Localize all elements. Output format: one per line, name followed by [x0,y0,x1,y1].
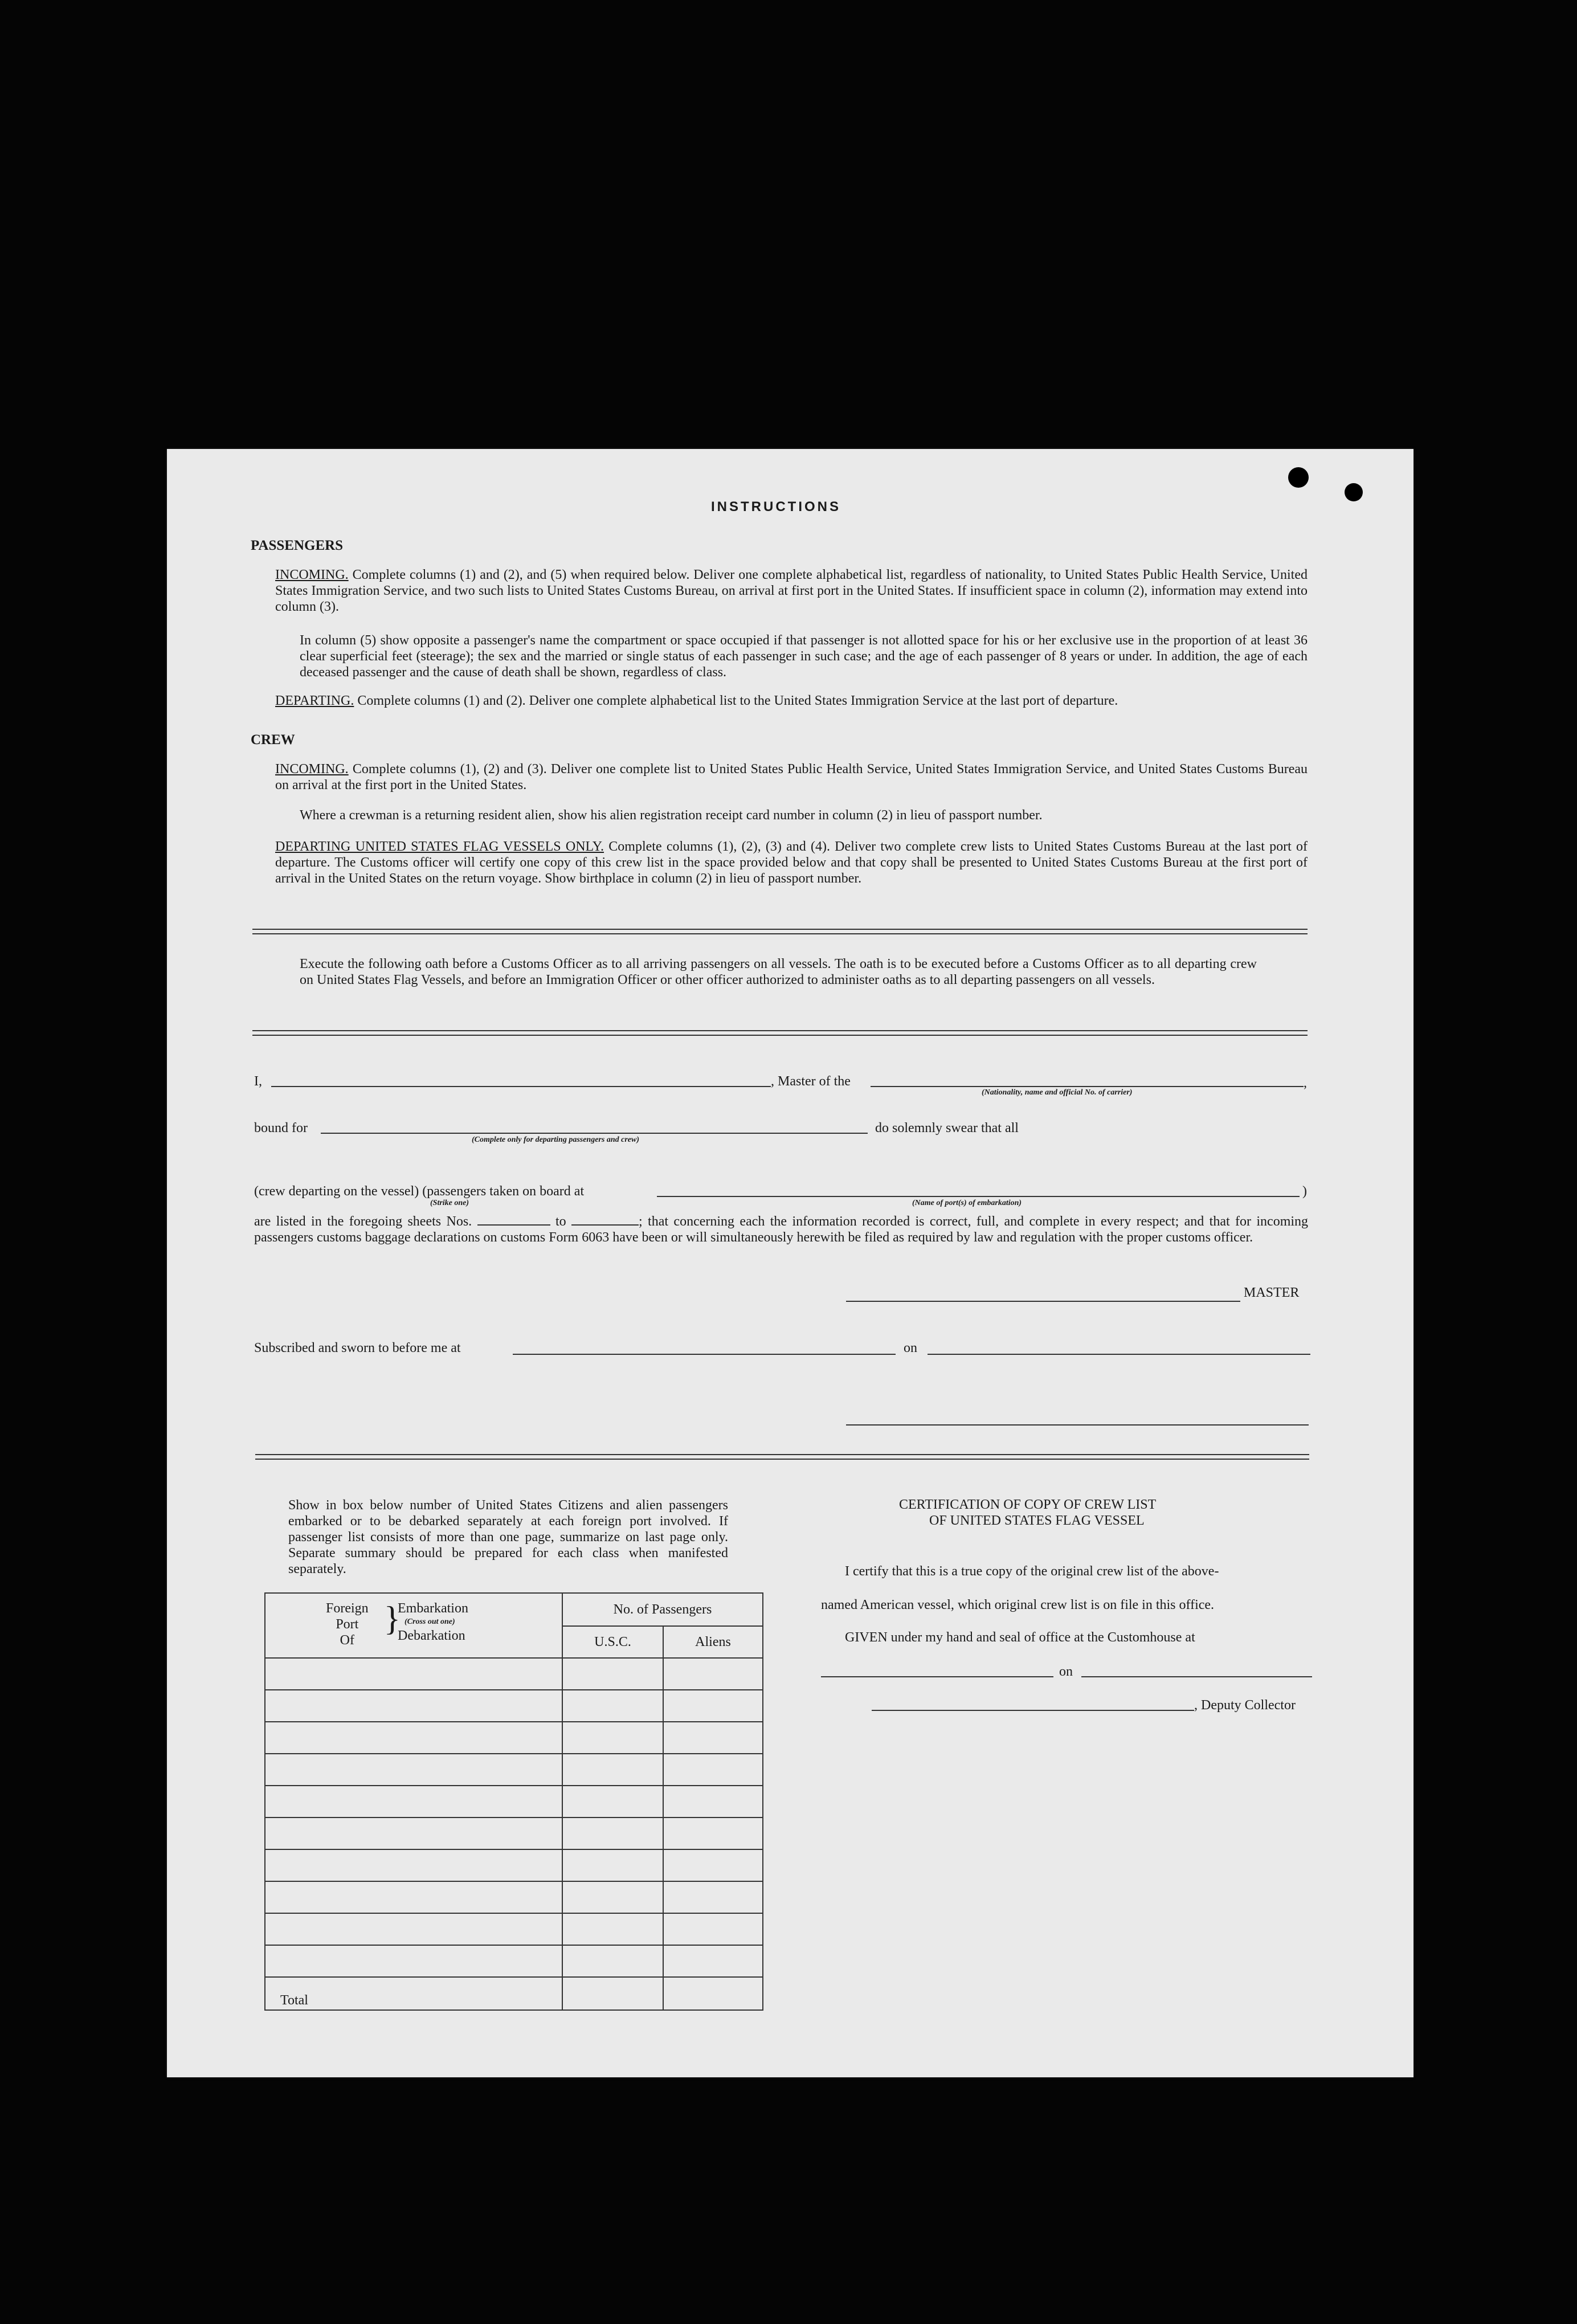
strike-one-caption: (Strike one) [430,1199,469,1207]
comma: , [1304,1076,1307,1090]
oath-i-label: I, [254,1074,262,1089]
master-name-field[interactable] [271,1086,771,1087]
table-row [265,1658,763,1690]
officer-signature-field[interactable] [846,1424,1309,1426]
cross-out-caption: (Cross out one) [405,1618,455,1626]
table-row [265,1913,763,1945]
port-cell[interactable] [265,1881,562,1913]
crew-passengers-text: (crew departing on the vessel) (passengers taken on board at [254,1184,585,1199]
usc-cell[interactable] [562,1945,663,1977]
incoming-label: INCOMING. [275,567,349,582]
passengers-heading: PASSENGERS [251,538,344,553]
certification-title-2: OF UNITED STATES FLAG VESSEL [929,1513,1145,1528]
aliens-cell[interactable] [663,1786,763,1817]
punch-hole [1288,467,1309,488]
crew-heading: CREW [251,732,295,748]
divider [252,1030,1308,1036]
subscribed-place-field[interactable] [513,1354,896,1355]
crew-incoming-label: INCOMING. [275,762,349,777]
departing-label: DEPARTING. [275,693,354,708]
aliens-cell[interactable] [663,1754,763,1786]
usc-cell[interactable] [562,1817,663,1849]
punch-hole [1345,483,1363,501]
customhouse-field[interactable] [821,1676,1053,1677]
usc-cell[interactable] [562,1786,663,1817]
aliens-cell[interactable] [663,1817,763,1849]
carrier-caption: (Nationality, name and official No. of carrier) [982,1088,1133,1097]
usc-cell[interactable] [562,1913,663,1945]
sheet-from-field[interactable] [477,1214,550,1226]
incoming-text: Complete columns (1) and (2), and (5) when required below. Deliver one complete alphabetical list, regardless of nationality, to United States Public Health Service, United States Immigration Service, and two such lists to United States Customs Bureau, on arrival at first port in the United States. If insufficient space in column (2), information may extend into column (3). [275,567,1308,614]
usc-cell[interactable] [562,1849,663,1881]
foreign-label: Foreign [326,1601,369,1616]
port-cell[interactable] [265,1786,562,1817]
certification-line-3: GIVEN under my hand and seal of office at the Customhouse at [845,1630,1195,1645]
table-row [265,1881,763,1913]
divider [255,1454,1309,1460]
master-signature-field[interactable] [846,1301,1240,1302]
certification-line-2: named American vessel, which original crew list is on file in this office. [821,1598,1215,1612]
deputy-signature-field[interactable] [872,1710,1194,1711]
carrier-field[interactable] [871,1086,1304,1087]
bound-for-label: bound for [254,1121,308,1136]
usc-cell[interactable] [562,1881,663,1913]
listed-text-1: are listed in the foregoing sheets Nos. [254,1214,472,1229]
port-cell[interactable] [265,1754,562,1786]
port-caption: (Name of port(s) of embarkation) [912,1199,1022,1207]
departing-text: Complete columns (1) and (2). Deliver one complete alphabetical list to the United States Immigration Service at the last port of departure. [357,693,1118,708]
brace: } [384,1600,401,1637]
table-row [265,1786,763,1817]
table-row [265,1849,763,1881]
usc-cell[interactable] [562,1754,663,1786]
passengers-incoming [275,567,1308,615]
aliens-cell[interactable] [663,1945,763,1977]
swear-text: do solemnly swear that all [875,1121,1019,1136]
port-cell[interactable] [265,1913,562,1945]
aliens-total-cell[interactable] [663,1977,763,2010]
crew-departing-text: Complete columns (1), (2), (3) and (4). Deliver two complete crew lists to United States Customs Bureau at the last port of departure. The Customs officer will certify one copy of this crew list in the space provided below and that copy shall be presented to United States Customs Bureau at the first port of arrival in the United States on the return voyage. Show birthplace in column (2) in lieu of passport number. [275,839,1308,886]
total-row [265,1977,763,2010]
aliens-cell[interactable] [663,1690,763,1722]
master-label: MASTER [1244,1285,1300,1300]
instructions-title: INSTRUCTIONS [711,499,841,514]
usc-cell[interactable] [562,1690,663,1722]
certification-line-1: I certify that this is a true copy of the original crew list of the above- [845,1564,1219,1579]
to-word: to [555,1214,566,1229]
port-embarkation-field[interactable] [657,1196,1300,1197]
oath-instruction: Execute the following oath before a Customs Officer as to all arriving passengers on all vessels. The oath is to be executed before a Customs Officer as to all departing crew on United States Flag Vessels, and before an Immigration Officer or other officer authorized to administer oaths as to all departing passengers on all vessels. [300,957,1257,987]
aliens-cell[interactable] [663,1658,763,1690]
usc-header: U.S.C. [562,1626,663,1658]
table-row [265,1817,763,1849]
crew-resident-paragraph: Where a crewman is a returning resident alien, show his alien registration receipt card number in column (2) in lieu of passport number. [300,808,1043,823]
aliens-cell[interactable] [663,1913,763,1945]
port-cell[interactable] [265,1690,562,1722]
summary-instruction: Show in box below number of United States Citizens and alien passengers embarked or to be debarked separately at each foreign port involved. If passenger list consists of more than one page, summarize on last page only. Separate summary should be prepared for each class when manifested separately. [288,1498,728,1576]
listed-paragraph [254,1214,1308,1245]
crew-departing [275,839,1308,887]
subscribed-date-field[interactable] [928,1354,1310,1355]
certification-on-label: on [1059,1664,1073,1679]
port-cell[interactable] [265,1722,562,1754]
usc-cell[interactable] [562,1722,663,1754]
listed-text-2: ; that concerning each the information recorded is correct, full, and complete in every respect; and that for incoming passengers customs baggage declarations on customs Form 6063 have been or will simultaneously herewith be filed as required by law and regulation with the proper customs officer. [254,1214,1309,1245]
column5-paragraph: In column (5) show opposite a passenger's name the compartment or space occupied if that passenger is not allotted space for his or her exclusive use in the proportion of at least 36 clear superficial feet (steerage); the sex and the married or single status of each passenger in such case; and the age of each passenger of 8 years or under. In addition, the age of each deceased passenger and the cause of death shall be shown, regardless of class. [300,633,1308,680]
port-header-cell [265,1593,562,1658]
crew-incoming-text: Complete columns (1), (2) and (3). Deliver one complete list to United States Public Health Service, United States Immigration Service, and United States Customs Bureau on arrival at the first port in the United States. [275,762,1308,793]
table-row [265,1754,763,1786]
of-label: Of [340,1633,354,1648]
certification-date-field[interactable] [1081,1676,1312,1677]
deputy-collector-label: , Deputy Collector [1194,1698,1296,1713]
table-row [265,1722,763,1754]
no-of-passengers-header: No. of Passengers [562,1593,763,1626]
port-cell[interactable] [265,1945,562,1977]
crew-departing-label: DEPARTING UNITED STATES FLAG VESSELS ONLY. [275,839,604,854]
table-row [265,1690,763,1722]
usc-total-cell[interactable] [562,1977,663,2010]
port-label: Port [336,1617,359,1632]
port-cell[interactable] [265,1658,562,1690]
passenger-summary-table [264,1592,763,2011]
departing-caption: (Complete only for departing passengers and crew) [472,1136,639,1144]
port-cell[interactable] [265,1817,562,1849]
aliens-header: Aliens [663,1626,763,1658]
certification-title-1: CERTIFICATION OF COPY OF CREW LIST [899,1497,1157,1512]
divider [252,929,1308,934]
form-page [167,449,1413,2077]
sheet-to-field[interactable] [571,1214,639,1226]
close-paren: ) [1302,1184,1307,1199]
port-cell[interactable] [265,1849,562,1881]
aliens-cell[interactable] [663,1849,763,1881]
total-label: Total [265,1977,562,2010]
master-of-label: , Master of the [771,1074,851,1089]
crew-incoming [275,761,1308,793]
subscribed-label: Subscribed and sworn to before me at [254,1341,461,1355]
passengers-departing [275,693,1308,709]
aliens-cell[interactable] [663,1722,763,1754]
bound-for-field[interactable] [321,1133,868,1134]
table-row [265,1945,763,1977]
aliens-cell[interactable] [663,1881,763,1913]
debarkation-label: Debarkation [398,1628,465,1643]
embarkation-label: Embarkation [398,1601,468,1616]
subscribed-on-label: on [904,1341,917,1355]
usc-cell[interactable] [562,1658,663,1690]
